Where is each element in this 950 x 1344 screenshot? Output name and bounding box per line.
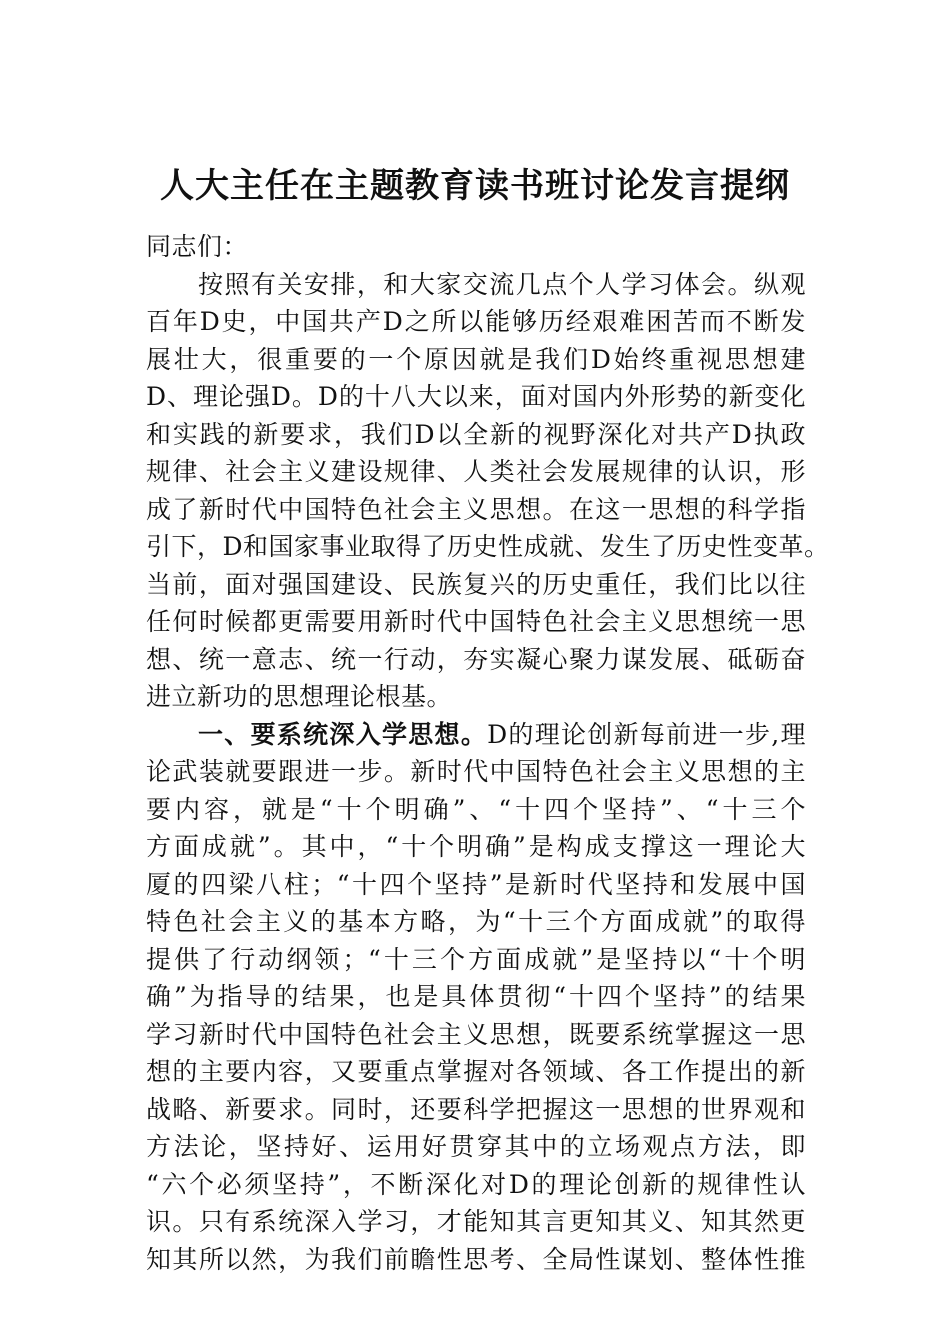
- paragraph-line: 想的主要内容，又要重点掌握对各领域、各工作提出的新: [146, 1057, 806, 1086]
- paragraph-line: 识。只有系统深入学习，才能知其言更知其义、知其然更: [146, 1207, 806, 1236]
- paragraph-line: 知其所以然，为我们前瞻性思考、全局性谋划、整体性推: [146, 1244, 806, 1274]
- paragraph-line: 战略、新要求。同时，还要科学把握这一思想的世界观和: [146, 1094, 806, 1124]
- paragraph-line: 想、统一意志、统一行动，夯实凝心聚力谋发展、砥砺奋: [146, 644, 806, 674]
- paragraph-line: 论武装就要跟进一步。新时代中国特色社会主义思想的主: [146, 757, 806, 786]
- paragraph-line: 规律、社会主义建设规律、人类社会发展规律的认识，形: [146, 457, 806, 486]
- paragraph-line: 厦的四梁八柱；“十四个坚持”是新时代坚持和发展中国: [146, 869, 806, 899]
- paragraph-line: 当前，面对强国建设、民族复兴的历史重任，我们比以往: [146, 569, 806, 599]
- paragraph-line: D、理论强D。D的十八大以来，面对国内外形势的新变化: [146, 382, 806, 411]
- paragraph-line: 展壮大，很重要的一个原因就是我们D始终重视思想建: [146, 344, 806, 374]
- section-1: [146, 716, 806, 1279]
- paragraph-line: 特色社会主义的基本方略，为“十三个方面成就”的取得: [146, 907, 806, 936]
- paragraph-line: 确”为指导的结果，也是具体贯彻“十四个坚持”的结果: [146, 982, 806, 1011]
- paragraph-line: “六个必须坚持”，不断深化对D的理论创新的规律性认: [146, 1169, 806, 1199]
- paragraph-line: 和实践的新要求，我们D以全新的视野深化对共产D执政: [146, 419, 806, 449]
- paragraph-line: 百年D史，中国共产D之所以能够历经艰难困苦而不断发: [146, 307, 806, 336]
- salutation: 同志们：: [146, 232, 249, 261]
- paragraph-intro: [146, 266, 830, 716]
- paragraph-line: 学习新时代中国特色社会主义思想，既要系统掌握这一思: [146, 1019, 806, 1049]
- section-1-first-line: [146, 716, 806, 754]
- paragraph-line: 按照有关安排，和大家交流几点个人学习体会。纵观: [198, 269, 806, 299]
- paragraph-line: 任何时候都更需要用新时代中国特色社会主义思想统一思: [146, 607, 806, 636]
- paragraph-line: 进立新功的思想理论根基。: [146, 682, 453, 711]
- document-title: 人大主任在主题教育读书班讨论发言提纲: [160, 166, 790, 206]
- section-1-first-line-text: D的理论创新每前进一步,理: [487, 719, 806, 749]
- paragraph-line: 方面成就”。其中，“十个明确”是构成支撑这一理论大: [146, 832, 806, 861]
- paragraph-line: 方法论，坚持好、运用好贯穿其中的立场观点方法，即: [146, 1132, 806, 1161]
- paragraph-line: 提供了行动纲领；“十三个方面成就”是坚持以“十个明: [146, 944, 806, 974]
- paragraph-line: 引下，D和国家事业取得了历史性成就、发生了历史性变革。: [146, 532, 830, 561]
- document-body: [146, 228, 830, 1278]
- paragraph-line: 要内容，就是“十个明确”、“十四个坚持”、“十三个: [146, 794, 806, 824]
- paragraph-line: 成了新时代中国特色社会主义思想。在这一思想的科学指: [146, 494, 806, 524]
- section-1-heading: 一、要系统深入学思想。: [198, 719, 488, 749]
